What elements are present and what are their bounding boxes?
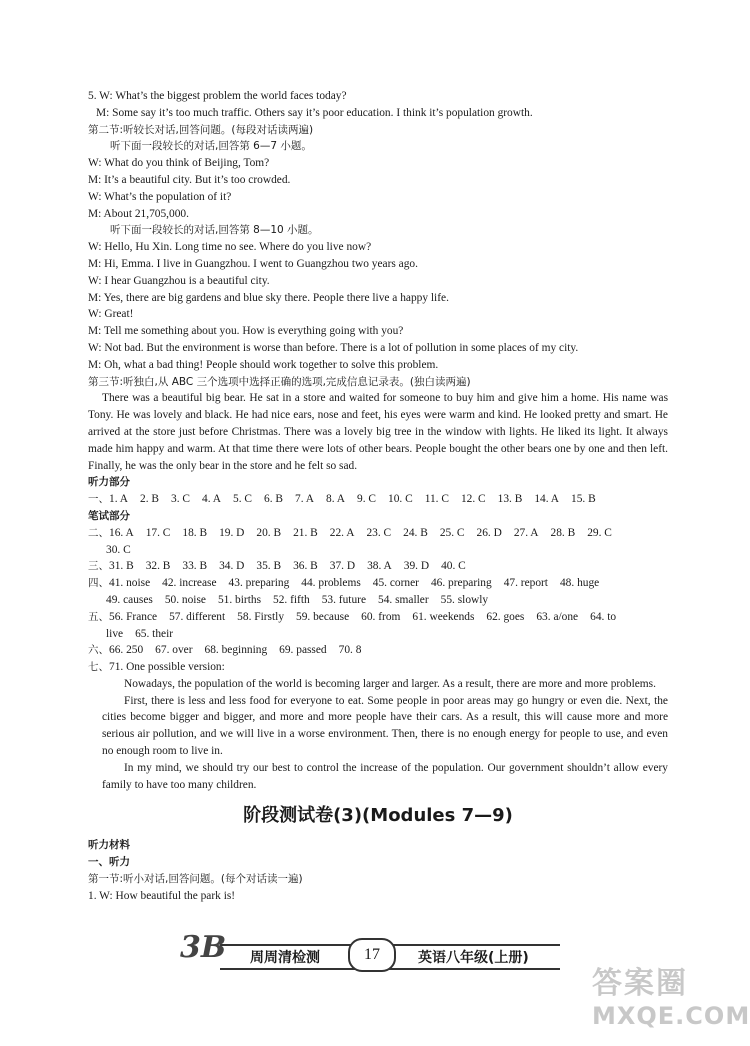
- essay-paragraph-2: First, there is less and less food for everyone to eat. Some people in poor areas may go hungry or even die. Next, the cities become bigger and bigger, and more and more people have their cars. As a result, this will cause more and more serious air pollution, and we will live in a worse environment. Then, there is no enough energy for people to use, and even no enough room to live in.: [102, 694, 668, 758]
- dialogue-line: M: About 21,705,000.: [88, 207, 189, 220]
- dialogue-line: W: I hear Guangzhou is a beautiful city.: [88, 274, 270, 287]
- dialogue-line: 第二节:听较长对话,回答问题。(每段对话读两遍): [88, 123, 314, 136]
- answer-item: 13. B: [497, 493, 523, 506]
- answer-row-6: [88, 642, 668, 659]
- dialogue-line: 一、听力: [88, 856, 130, 869]
- story-paragraph: There was a beautiful big bear. He sat in a store and waited for someone to buy him and give him a home. His name was Tony. He was lovely and black. He had nice ears, nose and feet, his eyes were warm and kind. He looked pretty and smart. He arrived at the store just before Christmas. There was a lovely big tree in the window with lights. He liked its light. It always made him happy and warm. At that time there were lots of other bears. People bought the other bears one by one and then left. Finally, he was the only bear in the store and he felt so sad.: [88, 392, 668, 472]
- answer-item: 63. a/one: [536, 610, 579, 623]
- answer-item: 50. noise: [164, 593, 206, 606]
- answer-item: 60. from: [361, 610, 401, 623]
- answer-item: 39. D: [403, 560, 430, 573]
- dialogue-line: M: Tell me something about you. How is everything going with you?: [88, 325, 404, 338]
- answer-item: 35. B: [256, 560, 282, 573]
- answer-item: 70. 8: [338, 644, 362, 657]
- footer-series-title: 周周清检测: [250, 950, 320, 966]
- answer-item: 71. One possible version:: [109, 661, 225, 674]
- dialogue-line: W: Not bad. But the environment is worse than before. There is a lot of pollution in some places of my city.: [88, 341, 579, 354]
- answer-row-1: [88, 491, 668, 508]
- answer-row-7: [88, 659, 668, 676]
- dialogue-line: M: It’s a beautiful city. But it’s too crowded.: [88, 173, 291, 186]
- answer-item: 11. C: [424, 493, 449, 506]
- answer-item: 65. their: [135, 627, 174, 640]
- answer-item: 52. fifth: [273, 593, 310, 606]
- answer-item: 33. B: [182, 560, 208, 573]
- answer-item: 14. A: [534, 493, 560, 506]
- answer-item: 46. preparing: [430, 577, 492, 590]
- dialogue-line: 听力材料: [88, 839, 130, 852]
- answer-section-label: 七、: [88, 661, 109, 674]
- answer-section-label: 六、: [88, 644, 109, 657]
- dialogue-section-bottom: [88, 837, 668, 904]
- answer-item: 17. C: [145, 526, 171, 539]
- answer-item: 64. to: [590, 610, 617, 623]
- answer-item: 2. B: [140, 493, 159, 506]
- dialogue-line: M: Some say it’s too much traffic. Others say it’s poor education. I think it’s population growth.: [96, 106, 533, 119]
- answer-section-label: 四、: [88, 577, 109, 590]
- page-footer: [180, 930, 570, 970]
- dialogue-line: 第三节:听独白,从 ABC 三个选项中选择正确的选项,完成信息记录表。(独白读两遍): [88, 375, 471, 388]
- answer-item: 16. A: [109, 526, 134, 539]
- watermark-line-2: MXQE.COM: [592, 1002, 750, 1030]
- answer-item: 42. increase: [162, 577, 217, 590]
- dialogue-line: W: Great!: [88, 308, 134, 321]
- publisher-logo: 3B: [180, 930, 227, 965]
- answer-item: 69. passed: [279, 644, 327, 657]
- answer-item: 36. B: [293, 560, 318, 573]
- answer-item: 32. B: [145, 560, 171, 573]
- answer-section-label: 一、: [88, 493, 109, 506]
- answer-row-3: [88, 558, 668, 575]
- answer-item: 10. C: [388, 493, 413, 506]
- answer-item: 51. births: [217, 593, 262, 606]
- answer-item: 61. weekends: [412, 610, 475, 623]
- answer-item: 58. Firstly: [237, 610, 285, 623]
- answer-section-label: 三、: [88, 560, 109, 573]
- page-content: [88, 88, 668, 905]
- answer-item: 22. A: [329, 526, 355, 539]
- listening-heading: 听力部分: [88, 476, 130, 489]
- written-heading: 笔试部分: [88, 509, 130, 522]
- answer-item: 30. C: [106, 543, 131, 556]
- dialogue-line: M: Oh, what a bad thing! People should work together to solve this problem.: [88, 358, 439, 371]
- answer-item: 40. C: [441, 560, 466, 573]
- answer-section-label: 二、: [88, 526, 109, 539]
- dialogue-line: W: Hello, Hu Xin. Long time no see. Where do you live now?: [88, 241, 372, 254]
- answer-item: 38. A: [367, 560, 392, 573]
- answer-item: 3. C: [171, 493, 190, 506]
- section-title: 阶段测试卷(3)(Modules 7—9): [243, 805, 513, 827]
- answer-row-2: [88, 525, 668, 542]
- dialogue-line: W: What’s the population of it?: [88, 190, 232, 203]
- dialogue-line: 5. W: What’s the biggest problem the world faces today?: [88, 90, 347, 102]
- answer-item: 43. preparing: [228, 577, 290, 590]
- watermark: [592, 966, 750, 1036]
- answer-item: 54. smaller: [378, 593, 429, 606]
- answer-item: 4. A: [202, 493, 221, 506]
- footer-book-title: 英语八年级(上册): [418, 950, 529, 966]
- answer-item: 24. B: [403, 526, 428, 539]
- answer-row-2-cont: [88, 542, 668, 559]
- dialogue-line: 听下面一段较长的对话,回答第 8—10 小题。: [110, 224, 319, 237]
- watermark-line-1: 答案圈: [592, 966, 688, 1001]
- answer-item: 48. huge: [559, 577, 600, 590]
- answer-item: 1. A: [109, 493, 128, 506]
- answer-item: 53. future: [321, 593, 367, 606]
- answer-row-4-cont: [88, 592, 668, 609]
- answer-row-5-cont: [88, 626, 668, 643]
- answer-item: 15. B: [571, 493, 596, 506]
- answer-item: 68. beginning: [204, 644, 268, 657]
- answer-item: 67. over: [155, 644, 193, 657]
- answer-item: 59. because: [296, 610, 350, 623]
- answer-item: 28. B: [550, 526, 576, 539]
- answer-item: 31. B: [109, 560, 134, 573]
- answer-item: 37. D: [329, 560, 356, 573]
- answer-item: 29. C: [587, 526, 612, 539]
- answer-item: 41. noise: [109, 577, 151, 590]
- dialogue-line: W: What do you think of Beijing, Tom?: [88, 157, 270, 170]
- answer-section-label: 五、: [88, 610, 109, 623]
- answer-item: 21. B: [293, 526, 318, 539]
- essay-paragraph-1: Nowadays, the population of the world is becoming larger and larger. As a result, there are more and more problems.: [124, 677, 656, 690]
- answer-item: 47. report: [503, 577, 548, 590]
- essay-paragraph-3: In my mind, we should try our best to control the increase of the population. Our government shouldn’t allow every family to have too many children.: [102, 761, 668, 791]
- answer-item: live: [106, 627, 124, 640]
- answer-item: 66. 250: [109, 644, 144, 657]
- answer-item: 45. corner: [372, 577, 419, 590]
- dialogue-line: 第一节:听小对话,回答问题。(每个对话读一遍): [88, 873, 303, 886]
- page-number: 17: [348, 938, 396, 972]
- answer-item: 19. D: [219, 526, 245, 539]
- answer-row-5: [88, 609, 668, 626]
- answer-item: 9. C: [357, 493, 376, 506]
- answer-item: 44. problems: [301, 577, 361, 590]
- answer-item: 20. B: [256, 526, 282, 539]
- answer-item: 27. A: [513, 526, 539, 539]
- answer-row-4: [88, 575, 668, 592]
- answer-item: 7. A: [295, 493, 314, 506]
- answer-item: 56. France: [109, 610, 158, 623]
- answer-item: 6. B: [264, 493, 283, 506]
- answer-item: 5. C: [233, 493, 252, 506]
- answer-item: 62. goes: [486, 610, 525, 623]
- answer-item: 34. D: [219, 560, 245, 573]
- dialogue-line: M: Hi, Emma. I live in Guangzhou. I went to Guangzhou two years ago.: [88, 257, 418, 270]
- answer-item: 57. different: [169, 610, 226, 623]
- answer-item: 18. B: [182, 526, 208, 539]
- answer-item: 25. C: [439, 526, 465, 539]
- answer-item: 8. A: [326, 493, 345, 506]
- answer-item: 55. slowly: [440, 593, 489, 606]
- dialogue-line: 1. W: How beautiful the park is!: [88, 889, 236, 902]
- answer-item: 49. causes: [106, 593, 153, 606]
- answer-item: 23. C: [366, 526, 392, 539]
- answer-item: 26. D: [476, 526, 502, 539]
- dialogue-section-top: [88, 88, 668, 390]
- dialogue-line: 听下面一段较长的对话,回答第 6—7 小题。: [110, 140, 312, 153]
- answer-item: 12. C: [460, 493, 486, 506]
- dialogue-line: M: Yes, there are big gardens and blue sky there. People there live a happy life.: [88, 291, 449, 304]
